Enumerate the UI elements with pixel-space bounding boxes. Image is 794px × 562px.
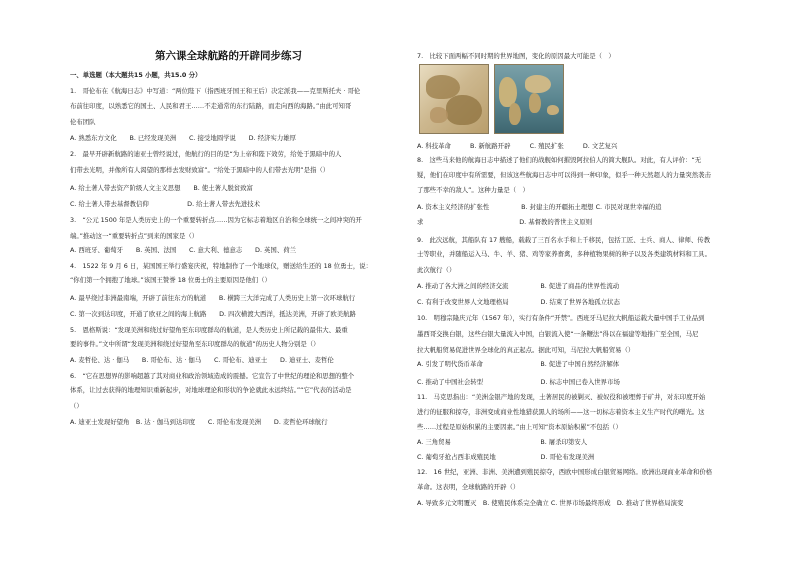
map-figure	[419, 64, 564, 136]
right-text-line: 9. 此次远航，其船队有 17 艘船，载载了三百名水手和上千移民，包括工匠、士兵、商人、律师、传教	[417, 236, 711, 244]
left-text-line: 5. 恩格斯说：“发现美洲和绕过好望角至东印度群岛的航道，是人类历史上所记载的最伟大、最重	[70, 326, 348, 334]
right-text-line: A. 资本主义经济的扩张性 B. 封建主的开疆拓土理想 C. 市民对现世幸福的追	[417, 203, 662, 211]
right-text-line: A. 科技革命 B. 新航路开辟 C. 殖民扩张 D. 文艺复兴	[417, 142, 618, 150]
right-text-line: 革命。这表明，全球航路的开辟（）	[417, 483, 520, 491]
left-text-line: （）	[70, 402, 83, 410]
left-text-line: 4. 1522 年 9 月 6 日，某国国王举行盛宴庆祝，特地制作了一个地球仪，赠送给生还的 18 位勇士，说：	[70, 262, 373, 270]
right-text-line: A. 推动了各大洲之间的经济交流 B. 促进了商品的世界性流动	[417, 282, 620, 290]
right-text-line: 求 D. 基督教的普世主义原则	[417, 218, 593, 226]
right-text-line: C. 葡萄牙抢占西非成殖民地 D. 哥伦布发现美洲	[417, 453, 595, 461]
right-text-line: 些……过程是原始积累的主要因素。”由上可知“资本原始积累”不包括（）	[417, 423, 622, 431]
left-text-line: 要的事件。”文中所谓“发现美洲和绕过好望角至东印度群岛的航道”的历史人物分别是（）	[70, 340, 320, 348]
right-text-line: A. 引发了明代货币革命 B. 促进了中国自然经济解体	[417, 360, 620, 368]
left-text-line: 布前往印度，以熟悉它的国土、人民和君王……不走通常的东行陆路，而走向西的海路。”由此可知哥	[70, 102, 352, 110]
right-text-line: A. 三角贸易 B. 屠杀印第安人	[417, 438, 588, 446]
left-text-line: C. 第一次到达印度，开通了欧亚之间的海上航路 D. 四次横渡大西洋，抵达美洲，开辟了欧美航路	[70, 310, 356, 318]
left-text-line: A. 熟悉东方文化 B. 已经发现美洲 C. 接受地圆学说 D. 经济实力雄厚	[70, 134, 296, 142]
left-text-line: 伦布团队	[70, 118, 96, 126]
left-text-line: A. 迪亚士发现好望角 B. 达 · 伽马到达印度 C. 哥伦布发现美洲 D. 麦哲伦环球航行	[70, 418, 328, 426]
left-text-line: C. 给土著人带去基督教信仰 D. 给土著人带去先进技术	[70, 200, 261, 208]
right-text-line: 8. 这些马来他的航海日志中描述了他们的战舰如何摧毁阿拉伯人的简大舰队。对此，有人评价：“无	[417, 156, 702, 164]
left-text-line: 一、单选题（本大题共15 小题，共15.0 分）	[70, 71, 202, 79]
right-text-line: A. 导致多元文明覆灭 B. 使殖民体系完全确立 C. 世界市场最终形成 D. 推动了世界格局演变	[417, 499, 684, 507]
left-text-line: 体系，让过去获得的地理知识重新起步，对地球理论和形状的争论就此永远终结。”“它”代表的活动是	[70, 386, 352, 394]
left-text-line: 1. 哥伦布在《航海日志》中写道：“两位陛下（指西班牙国王和王后）决定派我——克里斯托夫 · 哥伦	[70, 87, 361, 95]
left-text-line: 3. “公元 1500 年是人类历史上的一个重要转折点……因为它标志着地区自治和全球统一之间冲突的开	[70, 216, 362, 224]
right-text-line: 12. 16 世纪，亚洲、非洲、美洲遭到殖民掠夺，西欧中国形成白银贸易网络。欧洲出现商业革命和价格	[417, 468, 713, 476]
right-text-line: 7. 比较下面两幅不同时期的世界地图，变化的原因最大可能是（ ）	[417, 52, 615, 60]
modern-world-map	[494, 64, 564, 134]
page-title: 第六课全球航路的开辟同步练习	[155, 50, 302, 62]
left-text-line: A. 麦哲伦、达 · 伽马 B. 哥伦布、达 · 伽马 C. 哥伦布、迪亚士 D. 迪亚士、麦哲伦	[70, 356, 334, 364]
left-text-line: “你们第一个拥抱了地球。”该国王赞誉 18 位勇士的主要原因是他们（）	[70, 276, 271, 284]
right-text-line: 了那些不幸的敌人”。这种力量是（ ）	[417, 186, 529, 194]
right-text-line: 士等职业，并随船运入马、牛、羊、猪、鸡等家养畜禽，多种植物果树的种子以及各类建筑材料和工具。	[417, 250, 711, 258]
right-text-line: 拉大帆船贸易促进世界全球化的真正起点。据此可知，马尼拉大帆船贸易（）	[417, 346, 635, 354]
left-text-line: 6. “它在思想界的影响超越了其对商业和政治领域造成的震撼。它宣告了中世纪的理论和思想的整个	[70, 372, 355, 380]
right-text-line: 10. 明穆宗隆庆元年（1567 年），实行有条件“开禁”。西班牙马尼拉大帆船运载大量中国手工业品到	[417, 314, 705, 322]
right-text-line: 进行的征服和掠夺，非洲变成商业性地猎获黑人的场所——这一切标志着资本主义生产时代的曙光。这	[417, 408, 705, 416]
right-text-line: 11. 马克思指出：“美洲金银产地的发现，土著居民的被剿灭、被奴役和被埋葬于矿井，对东印度开始	[417, 393, 706, 401]
right-text-line: C. 推动了中国社会转型 D. 标志中国已卷入世界市场	[417, 378, 620, 386]
right-text-line: 此次航行（）	[417, 266, 456, 274]
left-text-line: A. 最早绕过非洲最南端，开辟了前往东方的航道 B. 横跨三大洋完成了人类历史上第一次环球航行	[70, 294, 356, 302]
left-text-line: A. 西班牙、葡萄牙 B. 英国、法国 C. 意大利、德意志 D. 英国、荷兰	[70, 246, 296, 254]
right-text-line: 墨西哥交换白银，这些白银大量流入中国，白银流入使“一条鞭法”得以在福建等地推广至全国，马尼	[417, 330, 699, 338]
left-text-line: 端。”推动这一“重要转折点”到来的国家是（）	[70, 232, 199, 240]
left-text-line: 们带去光明，并像所有人渴望的那样去发财致富”。“给处于黑暗中的人们带去光明”是指（）	[70, 166, 330, 174]
old-world-map	[419, 64, 489, 134]
left-text-line: 2. 最早开辟新航路的迪亚士曾经说过，他航行的目的是“为上帝和陛下效劳，给处于黑暗中的人	[70, 150, 342, 158]
right-text-line: C. 有利于改变世界人文地理格局 D. 结束了世界各地孤立状态	[417, 298, 620, 306]
left-text-line: A. 给土著人带去资产阶级人文主义思想 B. 使土著人脱贫致富	[70, 184, 253, 192]
right-text-line: 疑，他们在印度中有所需要，但该这些航海日志中可以得到一种印象，似乎一种天然超人的力量突然袭击	[417, 171, 711, 179]
